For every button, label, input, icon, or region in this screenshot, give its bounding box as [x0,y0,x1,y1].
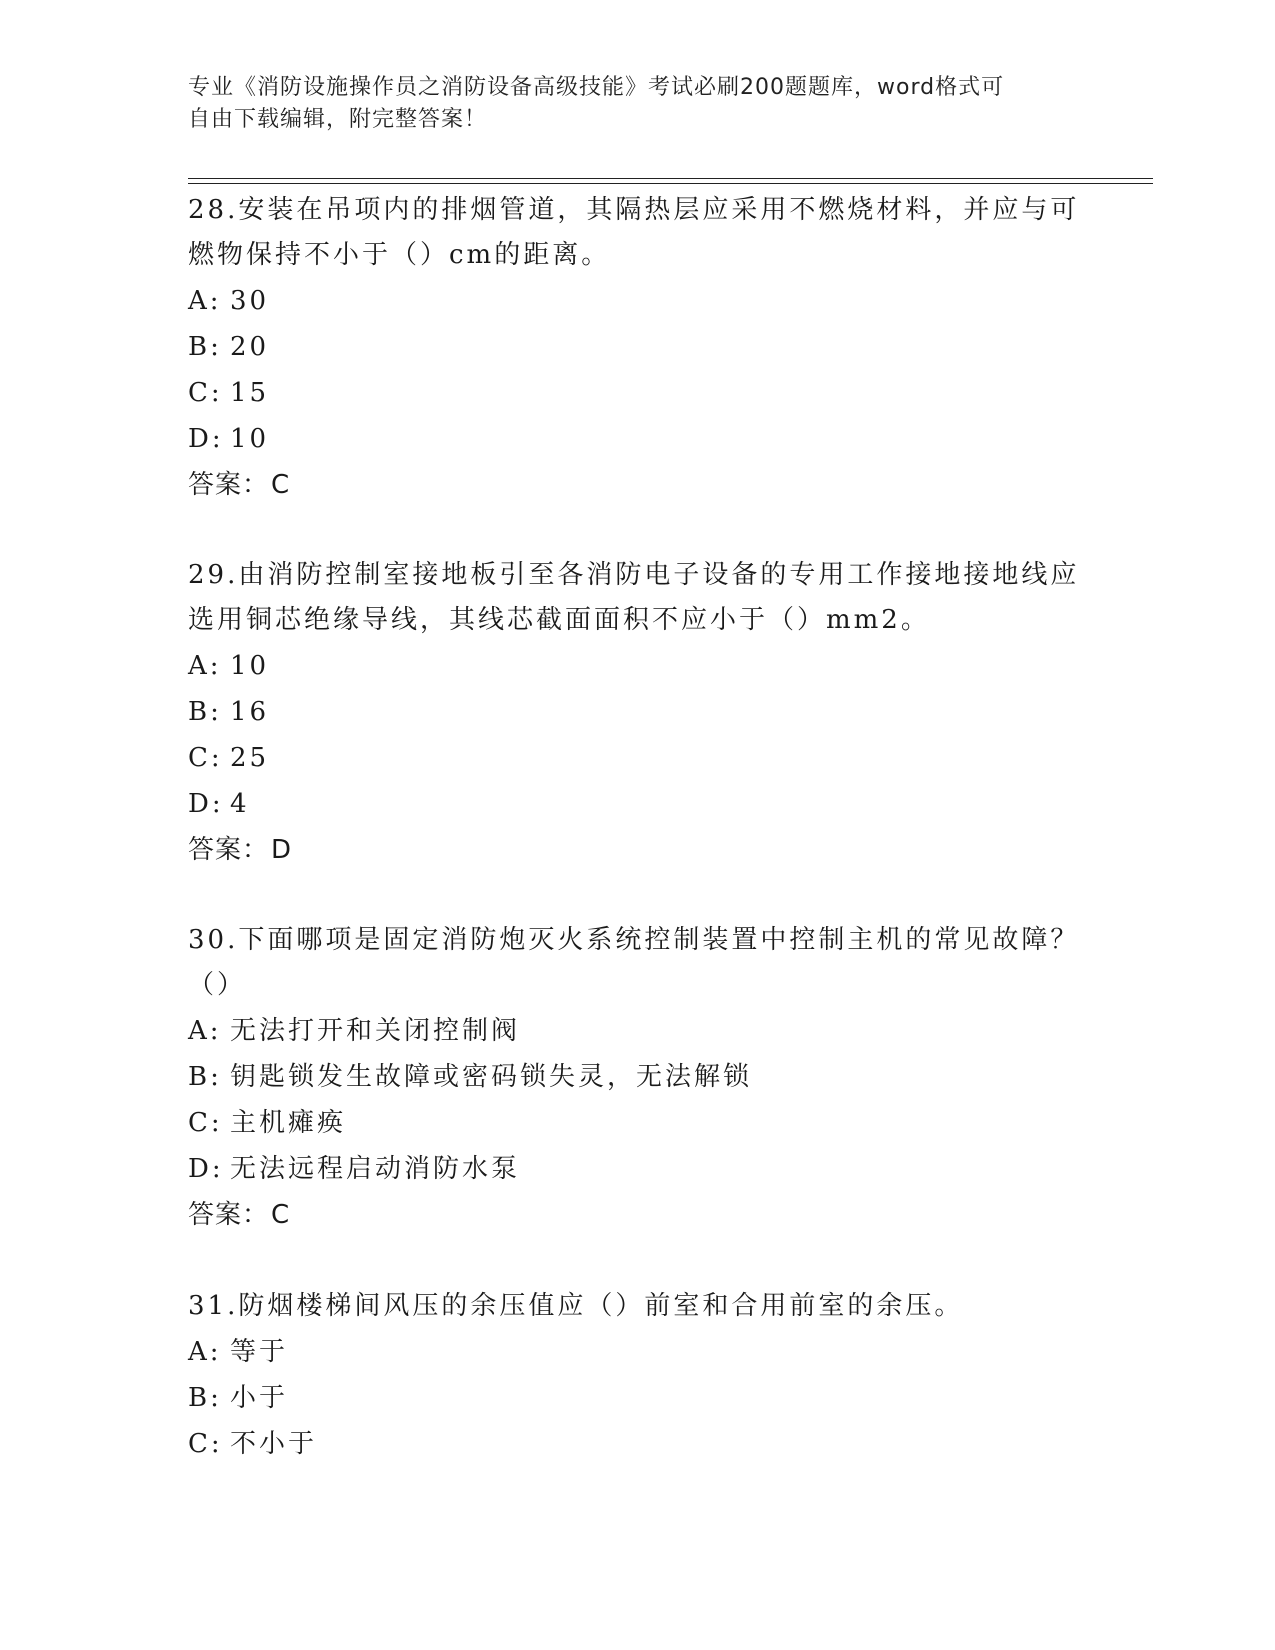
question-stem-line: 31.防烟楼梯间风压的余压值应（）前室和合用前室的余压。 [188,1291,964,1321]
option-text: 16 [230,697,270,727]
option-a [188,1008,1088,1054]
question-stem-line: （） [188,970,247,1000]
option-text: 等于 [230,1337,289,1367]
option-a [188,1329,1088,1375]
answer-label: 答案： [188,470,270,500]
question-stem-line: 30.下面哪项是固定消防炮灭火系统控制装置中控制主机的常见故障？ [188,925,1080,955]
option-letter: C: [188,1108,223,1138]
option-text: 20 [230,332,270,362]
option-letter: C: [188,743,223,773]
option-letter: C: [188,1429,223,1459]
header-divider-bottom [188,183,1153,184]
option-letter: D: [188,424,224,454]
option-text: 钥匙锁发生故障或密码锁失灵，无法解锁 [230,1062,753,1092]
answer-line [188,1192,1088,1238]
option-text: 10 [230,651,270,681]
document-header [188,72,1068,136]
answer-value: D [271,835,293,865]
question-stem-line: 燃物保持不小于（）cm的距离。 [188,240,611,270]
answer-label: 答案： [188,835,270,865]
option-text: 4 [230,789,250,819]
option-b [188,689,1088,735]
option-letter: A: [188,1337,222,1367]
question-31 [188,1284,1088,1467]
option-a [188,643,1088,689]
option-letter: A: [188,1016,222,1046]
option-text: 无法远程启动消防水泵 [230,1154,521,1184]
answer-value: C [271,470,291,500]
option-text: 10 [230,424,270,454]
option-text: 不小于 [230,1429,318,1459]
option-text: 30 [230,286,270,316]
header-divider-top [188,178,1153,179]
option-c [188,1421,1088,1467]
option-c [188,370,1088,416]
answer-line [188,827,1088,873]
option-letter: D: [188,789,224,819]
option-letter: C: [188,378,223,408]
option-letter: D: [188,1154,224,1184]
answer-line [188,462,1088,508]
option-text: 小于 [230,1383,289,1413]
option-text: 主机瘫痪 [230,1108,347,1138]
option-text: 15 [230,378,270,408]
answer-value: C [271,1200,291,1230]
header-line-2: 自由下载编辑，附完整答案！ [188,107,488,132]
option-c [188,1100,1088,1146]
question-29 [188,553,1088,873]
option-letter: B: [188,697,222,727]
option-text: 25 [230,743,270,773]
option-letter: B: [188,1383,222,1413]
option-d [188,1146,1088,1192]
option-text: 无法打开和关闭控制阀 [230,1016,521,1046]
answer-label: 答案： [188,1200,270,1230]
option-letter: A: [188,286,222,316]
option-letter: A: [188,651,222,681]
option-b [188,1375,1088,1421]
question-stem-line: 选用铜芯绝缘导线，其线芯截面面积不应小于（）mm2。 [188,605,930,635]
option-b [188,1054,1088,1100]
option-letter: B: [188,1062,222,1092]
question-28 [188,188,1088,508]
option-c [188,735,1088,781]
option-letter: B: [188,332,222,362]
option-d [188,781,1088,827]
question-30 [188,918,1088,1238]
question-stem-line: 29.由消防控制室接地板引至各消防电子设备的专用工作接地接地线应 [188,560,1080,590]
option-a [188,278,1088,324]
question-stem-line: 28.安装在吊项内的排烟管道，其隔热层应采用不燃烧材料，并应与可 [188,195,1080,225]
header-line-1: 专业《消防设施操作员之消防设备高级技能》考试必刷200题题库，word格式可 [188,75,1005,100]
option-d [188,416,1088,462]
option-b [188,324,1088,370]
